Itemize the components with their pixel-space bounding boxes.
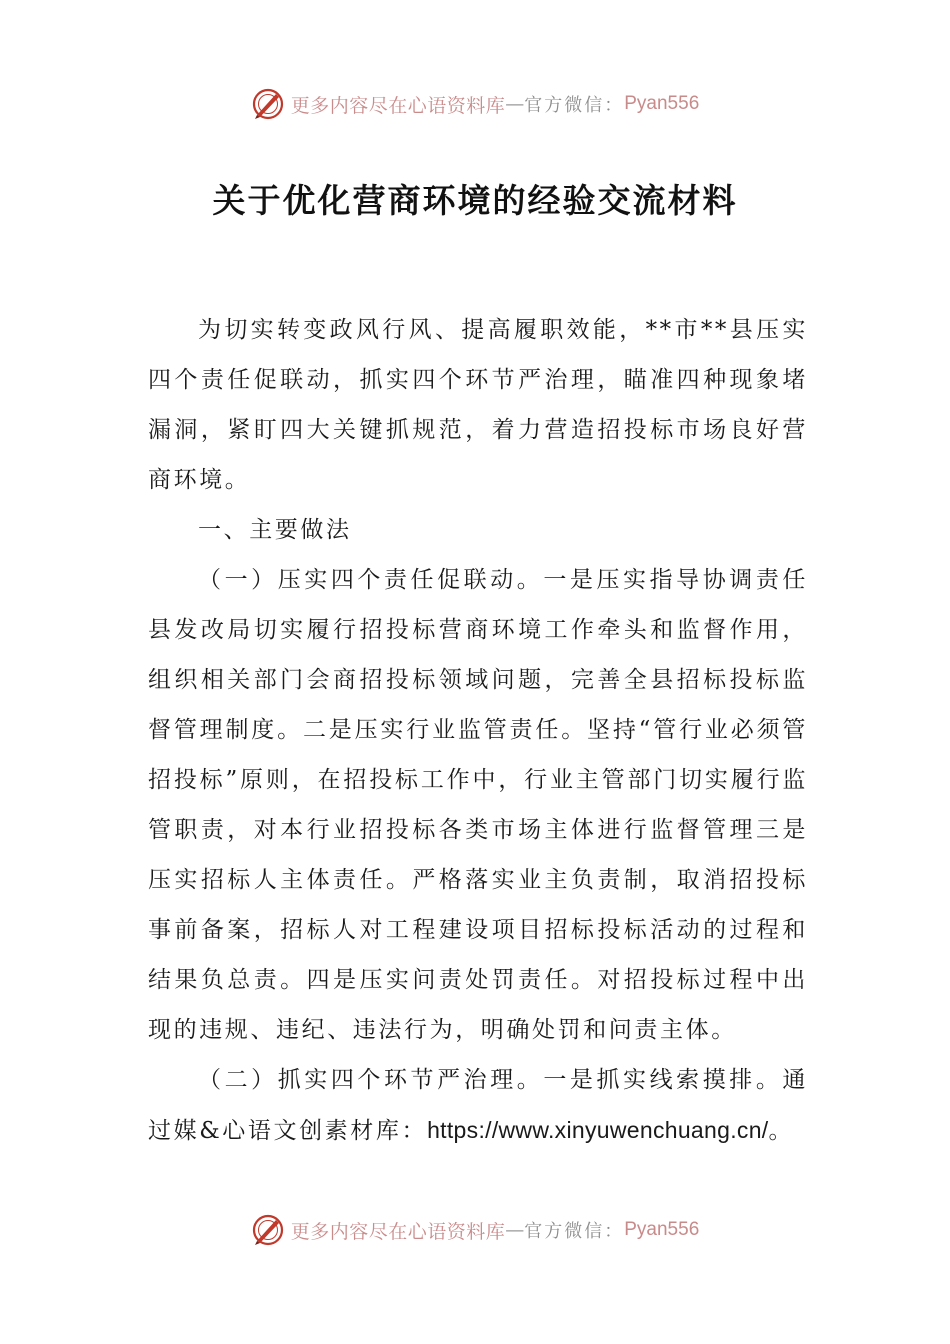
paragraph-text: （二）抓实四个环节严治理。一是抓实线索摸排。通过媒&心语文创素材库： bbox=[148, 1067, 808, 1144]
wechat-label: 官方微信： bbox=[524, 95, 625, 116]
separator: — bbox=[505, 93, 525, 115]
pen-logo-icon bbox=[251, 87, 285, 121]
wechat-id: Pyan556 bbox=[624, 1219, 700, 1240]
document-title: 关于优化营商环境的经验交流材料 bbox=[212, 181, 738, 220]
wechat-label: 官方微信： bbox=[524, 1221, 625, 1242]
pen-logo-icon bbox=[251, 1213, 285, 1247]
footer-banner bbox=[0, 1210, 950, 1250]
section-heading: 一、主要做法 bbox=[198, 517, 352, 543]
promo-text: 更多内容尽在心语资料库 bbox=[290, 94, 506, 117]
header-banner bbox=[0, 84, 950, 124]
wechat-id: Pyan556 bbox=[624, 93, 700, 114]
subsection-paragraph-2 bbox=[148, 1055, 808, 1156]
document-body bbox=[148, 305, 808, 1156]
intro-paragraph: 为切实转变政风行风、提高履职效能，**市**县压实四个责任促联动，抓实四个环节严治理，瞄准四种现象堵漏洞，紧盯四大关键抓规范，着力营造招投标市场良好营商环境。 bbox=[148, 317, 808, 493]
paragraph-end: 。 bbox=[768, 1118, 795, 1144]
promo-text: 更多内容尽在心语资料库 bbox=[290, 1220, 506, 1243]
source-url-link[interactable]: https://www.xinyuwenchuang.cn/ bbox=[427, 1117, 769, 1143]
subsection-paragraph-1: （一）压实四个责任促联动。一是压实指导协调责任县发改局切实履行招投标营商环境工作牵头和监督作用，组织相关部门会商招投标领域问题，完善全县招标投标监督管理制度。二是压实行业监管责任。坚持“管行业必须管招投标”原则，在招投标工作中，行业主管部门切实履行监管职责，对本行业招投标各类市场主体进行监督管理三是压实招标人主体责任。严格落实业主负责制，取消招投标事前备案，招标人对工程建设项目招标投标活动的过程和结果负总责。四是压实问责处罚责任。对招投标过程中出现的违规、违纪、违法行为，明确处罚和问责主体。 bbox=[148, 567, 808, 1043]
separator: — bbox=[505, 1219, 525, 1241]
